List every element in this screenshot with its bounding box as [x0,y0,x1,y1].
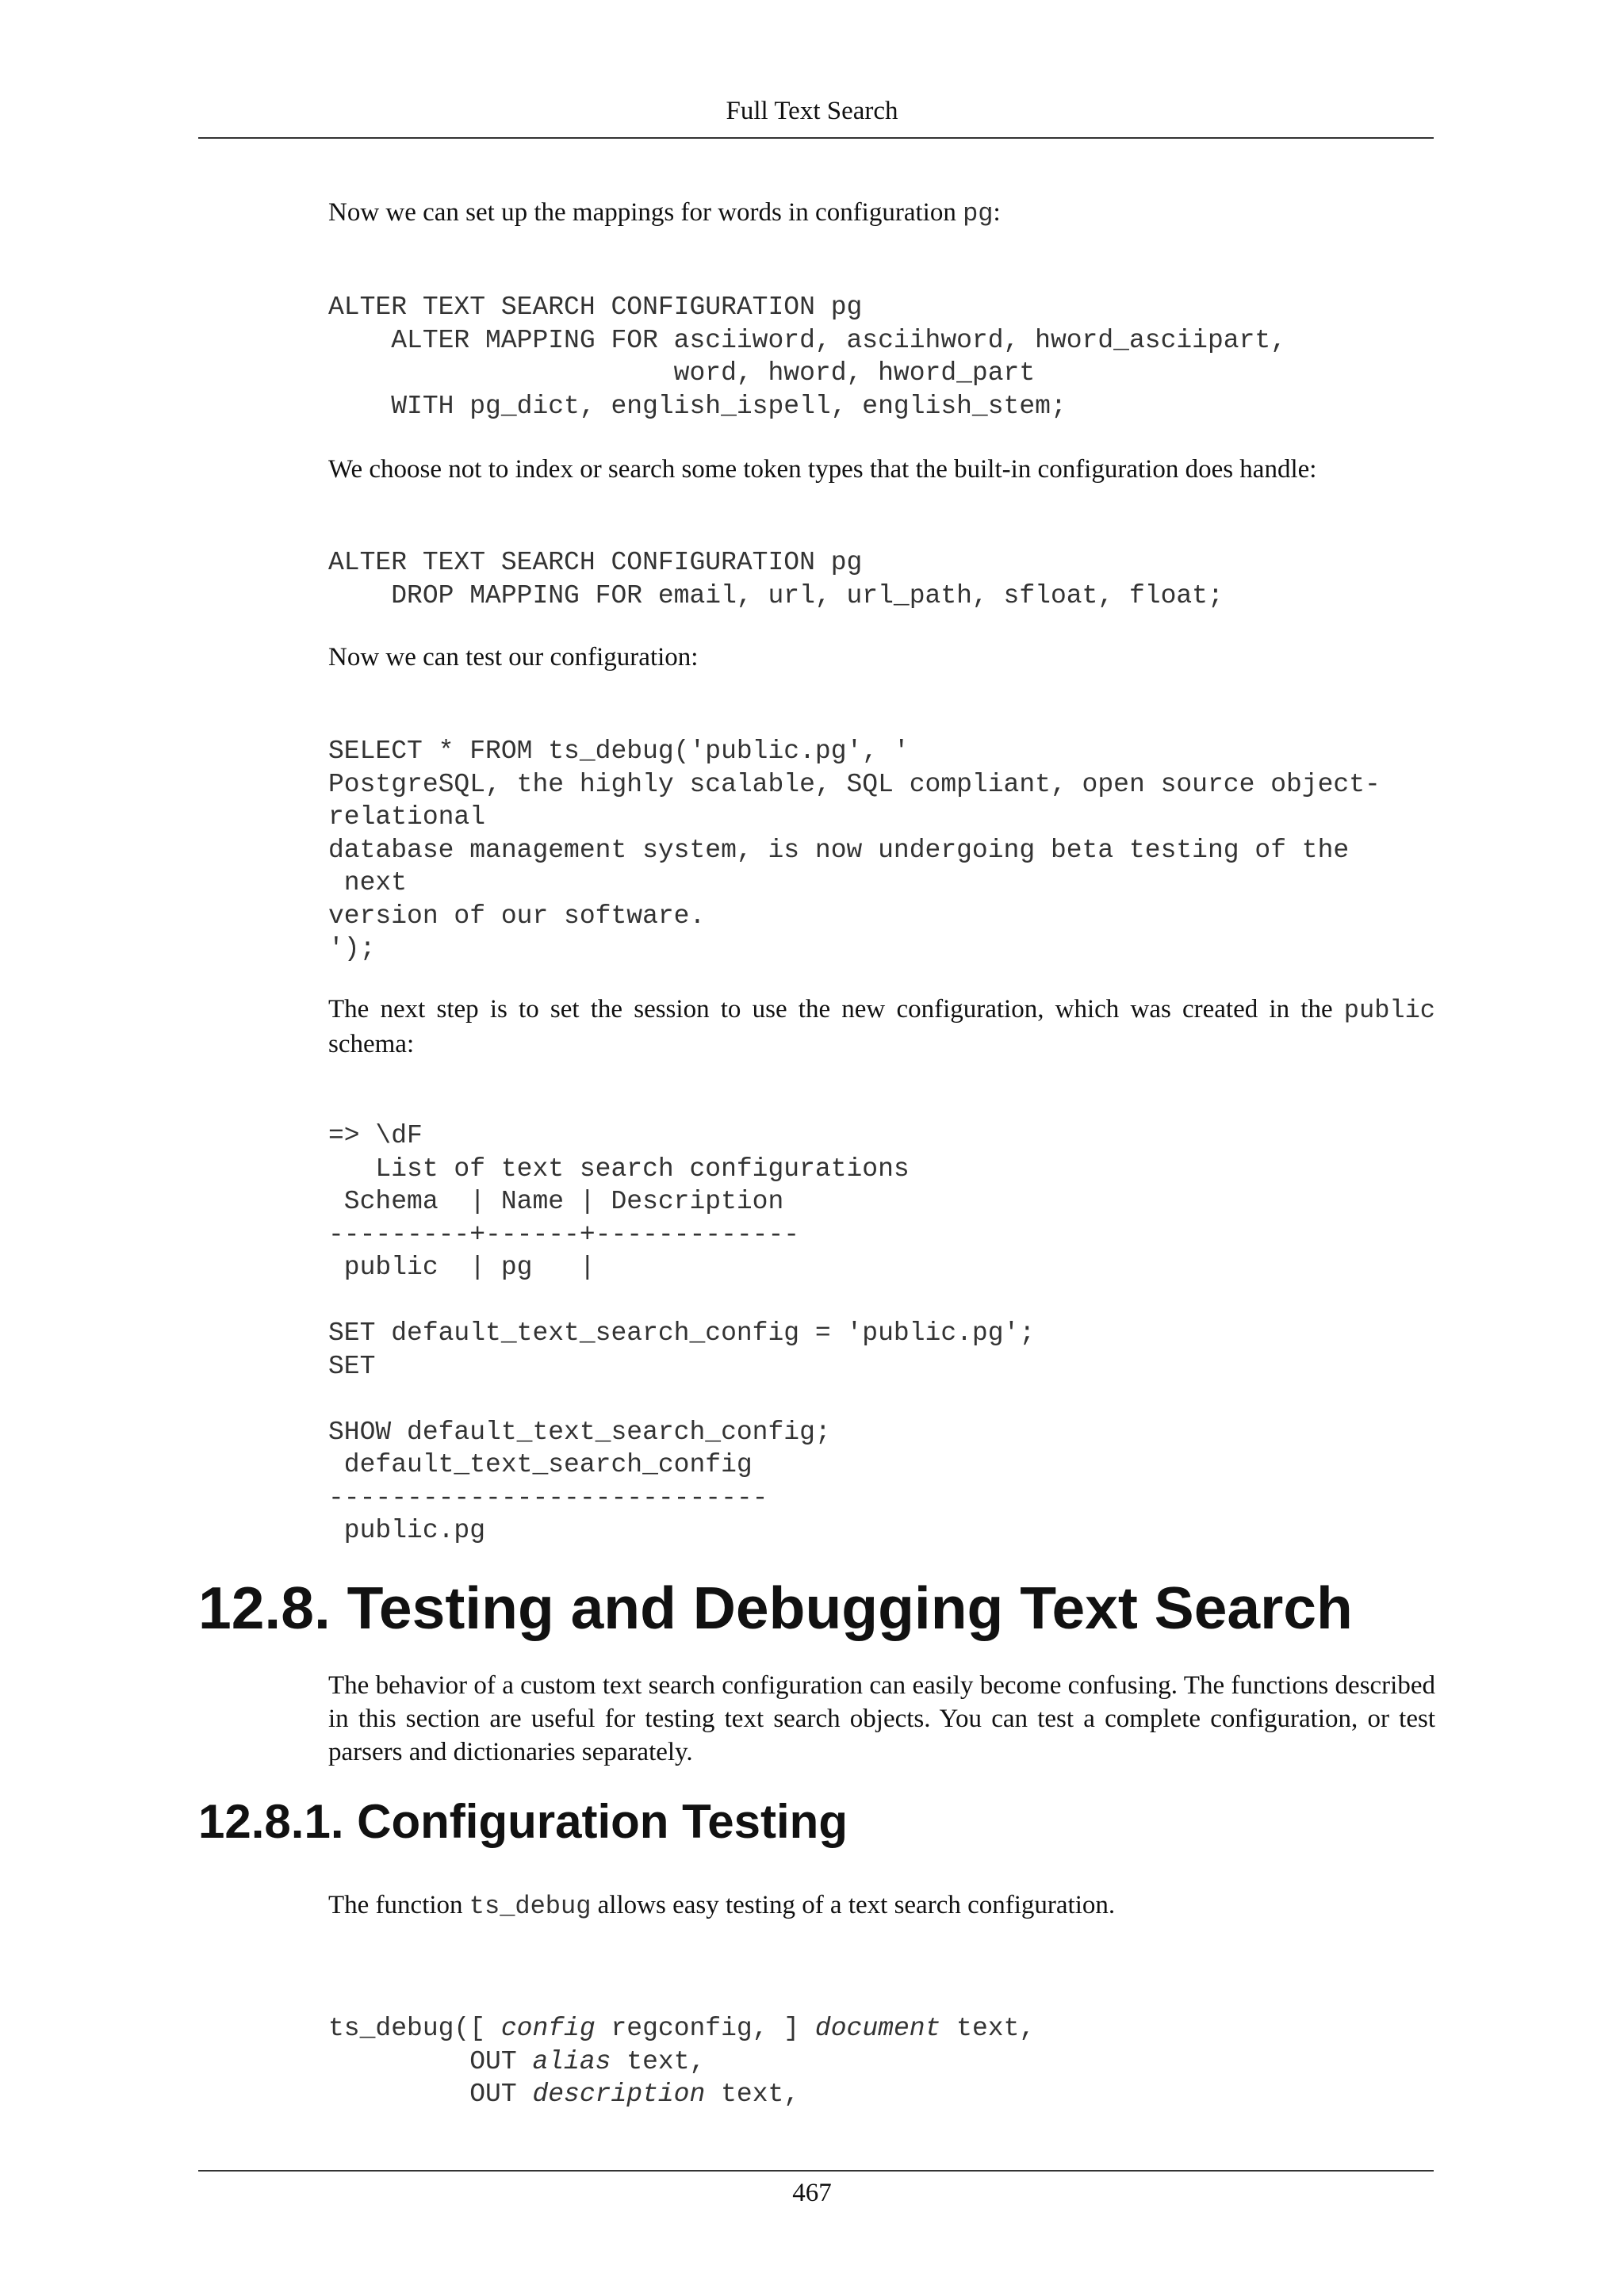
text: Now we can set up the mappings for words in configuration [328,198,963,227]
footer-rule [198,2170,1434,2172]
inline-code: pg [963,199,994,228]
paragraph-section-intro: The behavior of a custom text search configuration can easily become confusing. The functions described in this section are useful for testing text search objects. You can test a complete configuration, or test parsers and dictionaries separately. [328,1671,1435,1766]
code-text: ts_debug([ [328,2014,501,2043]
paragraph-session-config [328,993,1435,1061]
paragraph-test-config: Now we can test our configuration: [328,643,699,672]
inline-code: ts_debug [469,1892,592,1921]
text: The function [328,1891,469,1919]
code-text: OUT [328,2046,533,2076]
inline-code: public [1343,996,1435,1025]
paragraph-ts-debug-intro [328,1888,1435,1923]
text: allows easy testing of a text search configuration. [591,1891,1116,1919]
code-text: regconfig, ] [595,2014,815,2043]
code-block-ts-debug-select: SELECT * FROM ts_debug('public.pg', ' PostgreSQL, the highly scalable, SQL compliant, open source object- relational database management system, is now undergoing beta testing of the next version of our software. '); [328,737,1381,963]
paragraph-mappings-intro [328,196,1435,231]
section-heading: 12.8. Testing and Debugging Text Search [198,1575,1353,1641]
subsection-heading: 12.8.1. Configuration Testing [198,1795,848,1848]
code-text: text, [940,2014,1036,2043]
code-block-drop-mapping: ALTER TEXT SEARCH CONFIGURATION pg DROP MAPPING FOR email, url, url_path, sfloat, float; [328,548,1224,610]
code-block-alter-mapping: ALTER TEXT SEARCH CONFIGURATION pg ALTER MAPPING FOR asciiword, asciihword, hword_asciipart, word, hword, hword_part WITH pg_dict, english_ispell, english_stem; [328,293,1286,421]
param-name: config [500,2014,596,2043]
param-name: document [814,2014,941,2043]
text: The next step is to set the session to use the new configuration, which was created in the [328,995,1344,1024]
header-rule [198,137,1434,139]
text: : [993,198,1001,227]
paragraph-token-types: We choose not to index or search some token types that the built-in configuration does handle: [328,455,1317,484]
code-text: OUT [328,2080,533,2109]
code-text: text, [611,2046,706,2076]
code-block-ts-debug-signature [328,2012,1035,2111]
text: schema: [328,1030,415,1058]
page-number: 467 [792,2179,832,2207]
running-header: Full Text Search [726,97,898,125]
param-name: alias [532,2046,611,2076]
param-name: description [532,2080,706,2109]
code-block-psql-session: => \dF List of text search configurations Schema | Name | Description ---------+------+------------- public | pg | SET default_text_search_config = 'public.pg'; SET SHOW default_text_search_config; default_text_search_config ---------------------------- public.pg [328,1121,1036,1545]
code-text: text, [705,2080,800,2109]
